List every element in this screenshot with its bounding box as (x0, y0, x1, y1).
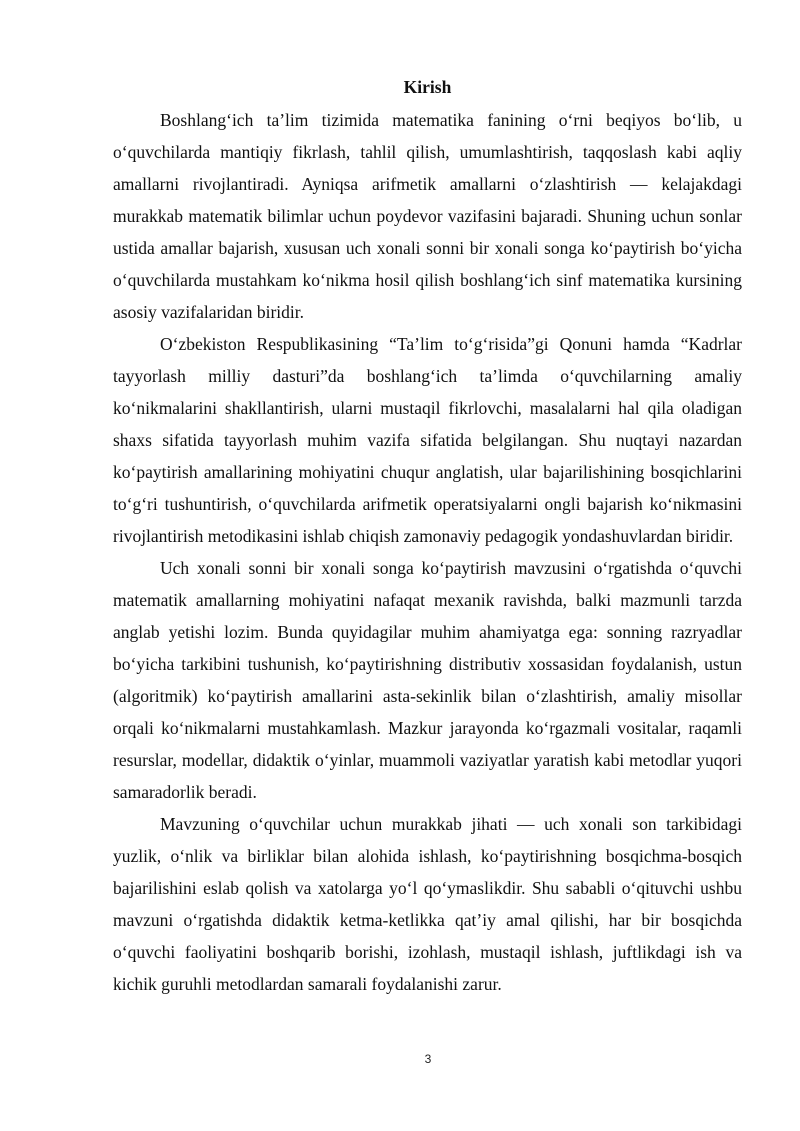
page-number: 3 (424, 1052, 432, 1066)
paragraph-1: Boshlang‘ich ta’lim tizimida matematika fanining o‘rni beqiyos bo‘lib, u o‘quvchilarda mantiqiy fikrlash, tahlil qilish, umumlashtirish, taqqoslash kabi aqliy amallarni rivojlantiradi. Ayniqsa arifmetik amallarni o‘zlashtirish — kelajakdagi murakkab matematik bilimlar uchun poydevor vazifasini bajaradi. Shuning uchun sonlar ustida amallar bajarish, xususan uch xonali sonni bir xonali songa ko‘paytirish bo‘yicha o‘quvchilarda mustahkam ko‘nikma hosil qilish boshlang‘ich sinf matematika kursining asosiy vazifalaridan biridir. (113, 110, 742, 322)
paragraph-3: Uch xonali sonni bir xonali songa ko‘paytirish mavzusini o‘rgatishda o‘quvchi matematik amallarning mohiyatini nafaqat mexanik ravishda, balki mazmunli tarzda anglab yetishi lozim. Bunda quyidagilar muhim ahamiyatga ega: sonning razryadlar bo‘yicha tarkibini tushunish, ko‘paytirishning distributiv xossasidan foydalanish, ustun (algoritmik) ko‘paytirish amallarini asta-sekinlik bilan o‘zlashtirish, amaliy misollar orqali ko‘nikmalarni mustahkamlash. Mazkur jarayonda ko‘rgazmali vositalar, raqamli resurslar, modellar, didaktik o‘yinlar, muammoli vaziyatlar yaratish kabi metodlar yuqori samaradorlik beradi. (113, 558, 742, 802)
paragraph-2: O‘zbekiston Respublikasining “Ta’lim to‘g‘risida”gi Qonuni hamda “Kadrlar tayyorlash milliy dasturi”da boshlang‘ich ta’limda o‘quvchilarning amaliy ko‘nikmalarini shakllantirish, ularni mustaqil fikrlovchi, masalalarni hal qila oladigan shaxs sifatida tayyorlash muhim vazifa sifatida belgilangan. Shu nuqtayi nazardan ko‘paytirish amallarining mohiyatini chuqur anglatish, ular bajarilishining bosqichlarini to‘g‘ri tushuntirish, o‘quvchilarda arifmetik operatsiyalarni ongli bajarish ko‘nikmasini rivojlantirish metodikasini ishlab chiqish zamonaviy pedagogik yondashuvlardan biridir. (113, 334, 742, 546)
paragraph-4: Mavzuning o‘quvchilar uchun murakkab jihati — uch xonali son tarkibidagi yuzlik, o‘nlik va birliklar bilan alohida ishlash, ko‘paytirishning bosqichma-bosqich bajarilishini eslab qolish va xatolarga yo‘l qo‘ymaslikdir. Shu sababli o‘qituvchi ushbu mavzuni o‘rgatishda didaktik ketma-ketlikka qat’iy amal qilishi, har bir bosqichda o‘quvchi faoliyatini boshqarib borishi, izohlash, mustaqil ishlash, juftlikdagi ish va kichik guruhli metodlardan samarali foydalanishi zarur. (113, 814, 742, 994)
section-heading: Kirish (403, 77, 452, 97)
document-page (113, 74, 742, 1000)
